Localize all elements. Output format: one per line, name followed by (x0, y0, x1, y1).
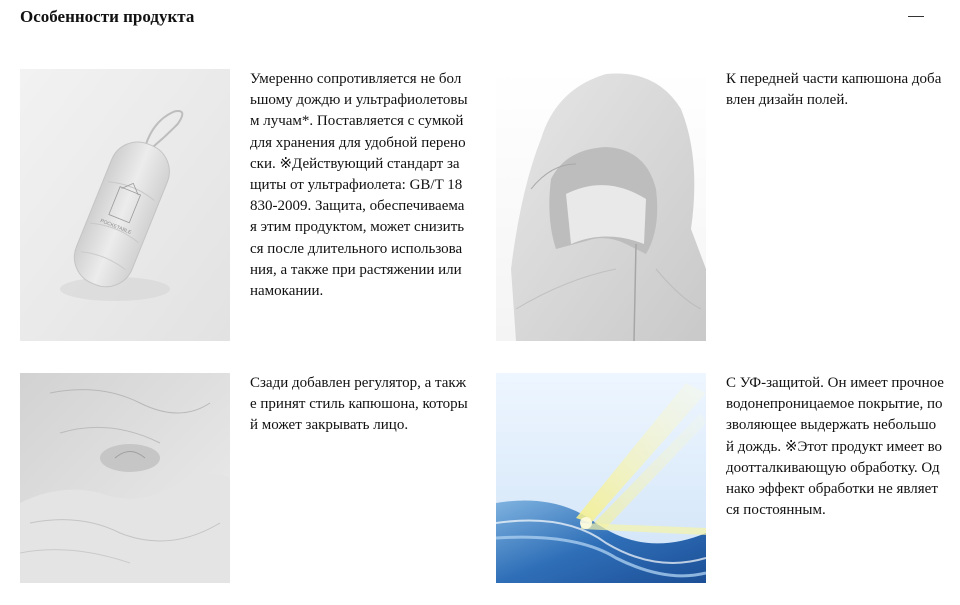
uv-protection-illustration (496, 373, 706, 583)
feature-text: Сзади добавлен регулятор, а также принят стиль капюшона, который может закрывать лицо. (250, 375, 468, 434)
section-title: Особенности продукта (20, 7, 195, 26)
bag-label: POCKETABLE (99, 218, 133, 236)
collapse-button[interactable] (906, 7, 928, 27)
feature-card-hood-brim (496, 69, 956, 341)
feature-text: С УФ-защитой. Он имеет прочное водонепроницаемое покрытие, позволяющее выдержать небольшой дождь. ※Этот продукт имеет водоотталкивающую обработку. Однако эффект обработки не является постоянным. (726, 375, 944, 519)
feature-text: Умеренно сопротивляется не большому дождю и ультрафиолетовым лучам*. Поставляется с сумкой для хранения для удобной переноски. ※Действующий стандарт защиты от ультрафиолета: GB/T 18830-2009. Защита, обеспечиваемая этим продуктом, может снизиться после длительного использования, а также при растяжении или намокании. (250, 71, 468, 300)
feature-card-hood-adjuster (20, 373, 480, 583)
hood-back-photo (20, 373, 230, 583)
section-header (20, 0, 940, 36)
feature-card-packable (20, 69, 480, 341)
hood-front-photo (496, 69, 706, 341)
feature-card-uv-protection (496, 373, 956, 583)
packable-bag-photo (20, 69, 230, 341)
minus-icon (908, 16, 924, 17)
feature-text: К передней части капюшона добавлен дизайн полей. (726, 71, 942, 109)
